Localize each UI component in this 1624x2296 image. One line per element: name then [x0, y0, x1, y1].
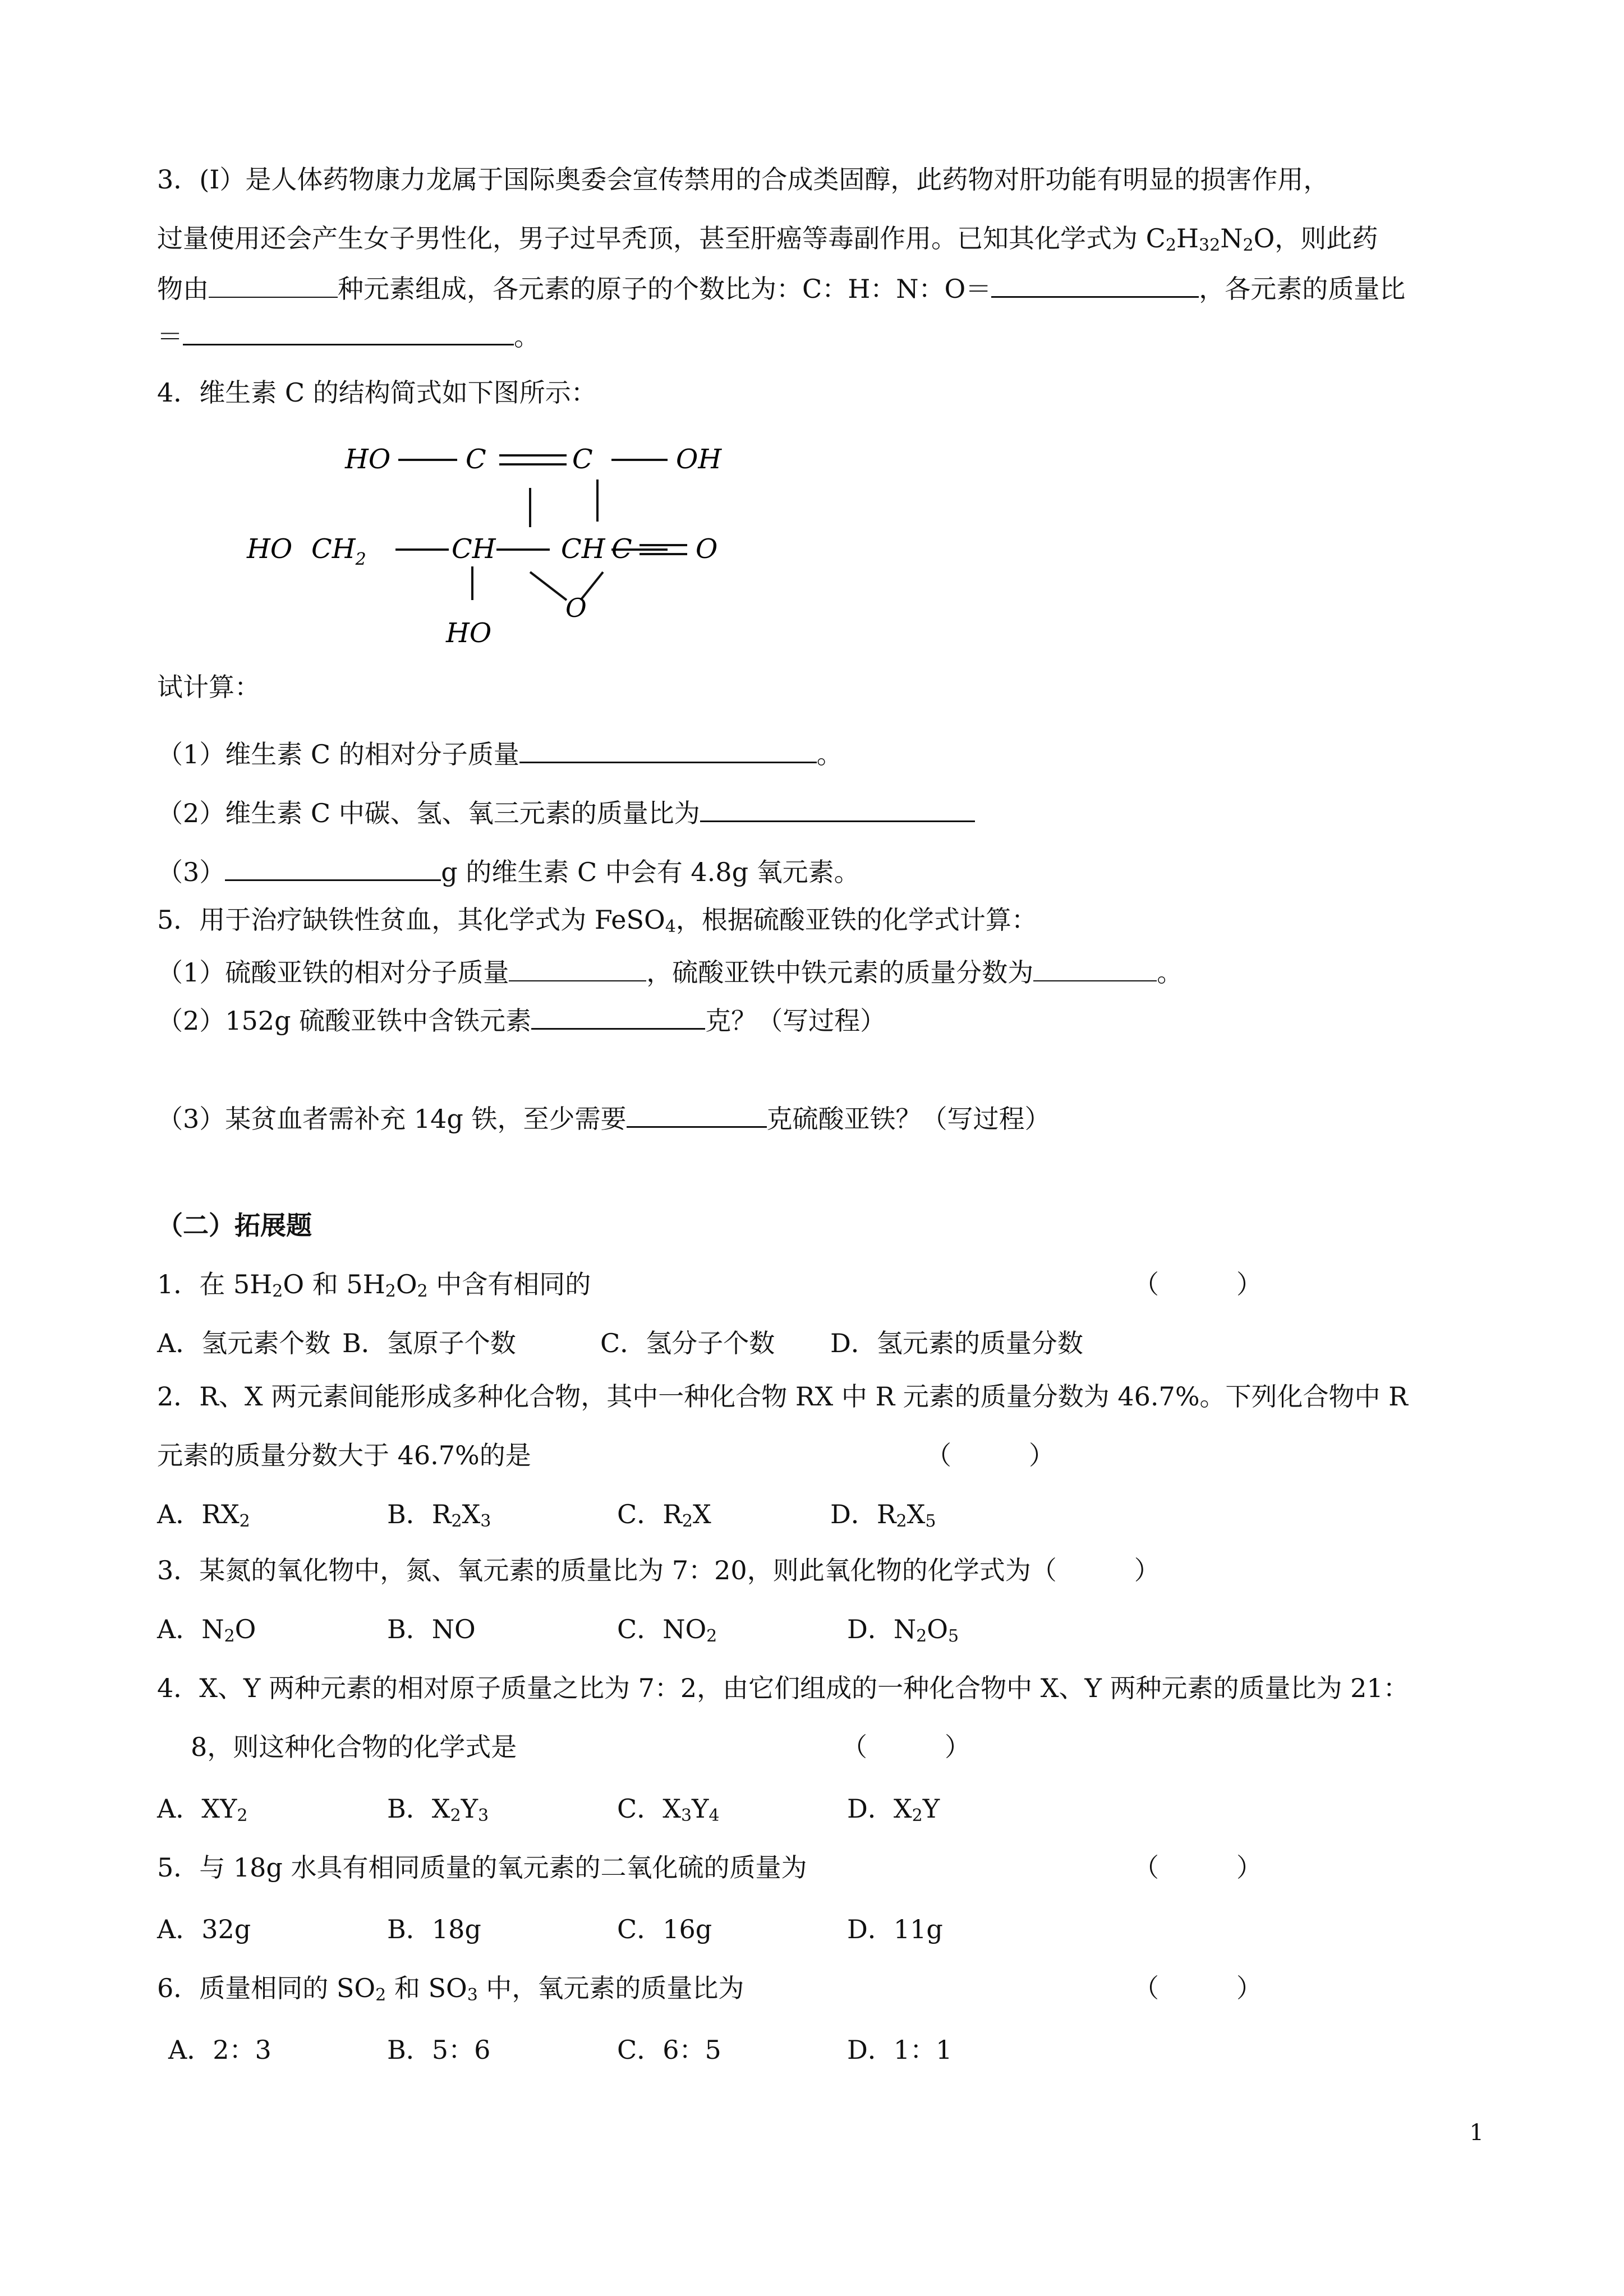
extension-heading: （二）拓展题	[157, 1210, 312, 1241]
q4-sub-2: （2）维生素 C 中碳、氢、氧三元素的质量比为	[157, 794, 975, 830]
ext-q1-options	[157, 1326, 1083, 1360]
ext-q3-option-d[interactable]: D．$N_2O_5$	[847, 1614, 959, 1646]
ext-q6: 6．质量相同的 $SO_2$ 和 $SO_3$ 中，氧元素的质量比为	[157, 1973, 744, 2005]
ext-q6-option-b[interactable]: B．5：6	[387, 2035, 491, 2065]
atom-ho-top: HO	[345, 444, 391, 475]
atom-ho-left: HO	[247, 533, 293, 565]
ext-q3-options	[157, 1612, 959, 1646]
ext-q6-options	[168, 2033, 952, 2067]
q4-blank-molecular-mass[interactable]	[519, 735, 817, 763]
ext-q2-option-c[interactable]: C．$R_2X$	[617, 1499, 711, 1531]
ext-q2-line-1: 2．R、X 两元素间能形成多种化合物，其中一种化合物 RX 中 R 元素的质量分数为 46.7%。下列化合物中 R	[157, 1381, 1408, 1412]
ext-q4-line-1: 4．X、Y 两种元素的相对原子质量之比为 7：2，由它们组成的一种化合物中 X、Y 两种元素的质量比为 21：	[157, 1673, 1409, 1703]
q4-calc-label: 试计算：	[157, 672, 260, 702]
ext-q1-option-a[interactable]: A．氢元素个数	[157, 1328, 331, 1358]
ext-q1-option-b[interactable]: B．氢原子个数	[342, 1328, 516, 1358]
q5-blank-sulfate-mass[interactable]	[627, 1099, 767, 1128]
ext-q5-answer-paren[interactable]: （ ）	[1133, 1852, 1262, 1883]
ext-q5-option-a[interactable]: A．32g	[157, 1914, 251, 1944]
ext-q5-option-d[interactable]: D．11g	[847, 1914, 943, 1944]
q5-sub-3: （3）某贫血者需补充 14g 铁，至少需要 克硫酸亚铁？（写过程）	[157, 1099, 1051, 1136]
q4-sub-1: （1）维生素 C 的相对分子质量 。	[157, 735, 843, 771]
ext-q5: 5．与 18g 水具有相同质量的氧元素的二氧化硫的质量为	[157, 1852, 807, 1883]
q4-blank-mass-ratio[interactable]	[700, 794, 975, 822]
q4-sub-3: （3） g 的维生素 C 中会有 4.8g 氧元素。	[157, 852, 860, 889]
q5-title: 5．用于治疗缺铁性贫血，其化学式为 FeSO$_4$，根据硫酸亚铁的化学式计算：	[157, 905, 1037, 937]
ext-q4-option-a[interactable]: A．$XY_2$	[157, 1794, 248, 1825]
q5-sub-1: （1）硫酸亚铁的相对分子质量 ，硫酸亚铁中铁元素的质量分数为 。	[157, 953, 1183, 989]
ext-q6-answer-paren[interactable]: （ ）	[1133, 1973, 1262, 2003]
atom-o-ring: O	[565, 593, 587, 623]
ext-q3: 3．某氮的氧化物中，氮、氧元素的质量比为 7：20，则此氧化物的化学式为（ ）	[157, 1555, 1160, 1585]
q5-sub-2: （2）152g 硫酸亚铁中含铁元素 克？（写过程）	[157, 1001, 886, 1038]
q4-title: 4．维生素 C 的结构简式如下图所示：	[157, 377, 597, 408]
ext-q3-option-c[interactable]: C．$NO_2$	[617, 1614, 717, 1646]
q5-blank-molecular-mass[interactable]	[509, 953, 646, 981]
q3-line-2: 过量使用还会产生女子男性化，男子过早秃顶，甚至肝癌等毒副作用。已知其化学式为 $C_2H_{32}N_2O$，则此药	[157, 223, 1378, 255]
vitamin-c-structure-diagram	[247, 421, 1043, 667]
ext-q6-option-c[interactable]: C．6：5	[617, 2035, 721, 2065]
ext-q2-line-2: 元素的质量分数大于 46.7%的是	[157, 1440, 531, 1470]
q3-line-3: 物由 种元素组成，各元素的原子的个数比为：C：H：N：O＝ ，各元素的质量比	[157, 269, 1405, 306]
atom-c1: C	[466, 444, 486, 475]
ext-q3-option-b[interactable]: B．NO	[387, 1614, 476, 1644]
q4-blank-vitamin-mass[interactable]	[225, 852, 441, 881]
ext-q2-options	[157, 1497, 936, 1531]
q5-blank-iron-mass[interactable]	[531, 1001, 705, 1030]
q3-blank-mass-ratio[interactable]	[183, 317, 514, 345]
ext-q4-option-c[interactable]: C．$X_3Y_4$	[617, 1794, 720, 1825]
ext-q3-option-a[interactable]: A．$N_2O$	[157, 1614, 256, 1646]
ext-q4-option-b[interactable]: B．$X_2Y_3$	[387, 1794, 489, 1825]
atom-ch-a: CH	[452, 533, 496, 565]
q3-blank-element-count[interactable]	[209, 270, 338, 298]
ext-q4-option-d[interactable]: D．$X_2Y$	[847, 1794, 940, 1825]
ext-q6-option-a[interactable]: A．2：3	[168, 2035, 272, 2065]
ext-q5-option-b[interactable]: B．18g	[387, 1914, 481, 1944]
ext-q2-answer-paren[interactable]: （ ）	[926, 1440, 1055, 1470]
ext-q4-options	[157, 1792, 940, 1825]
ext-q1: 1．在 $5H_2O$ 和 $5H_2O_2$ 中含有相同的	[157, 1269, 591, 1301]
ext-q5-option-c[interactable]: C．16g	[617, 1914, 712, 1944]
ext-q2-option-b[interactable]: B．$R_2X_3$	[387, 1499, 491, 1531]
q3-blank-atom-ratio[interactable]	[991, 269, 1199, 298]
ext-q1-option-c[interactable]: C．氢分子个数	[600, 1328, 775, 1358]
atom-oh: OH	[676, 444, 722, 475]
atom-ho-bottom: HO	[446, 617, 492, 649]
atom-ch-b: CH	[561, 533, 605, 565]
q5-blank-iron-fraction[interactable]	[1033, 953, 1157, 981]
atom-o-double: O	[696, 533, 718, 565]
atom-ch2: $CH_2$	[311, 533, 366, 569]
ext-q4-answer-paren[interactable]: （ ）	[841, 1732, 970, 1762]
ext-q1-option-d[interactable]: D．氢元素的质量分数	[830, 1328, 1083, 1358]
atom-c3: C	[611, 533, 632, 565]
page-number: 1	[1469, 2120, 1484, 2146]
q3-line-4: ＝ 。	[157, 317, 540, 353]
q3-line-1: 3．(Ⅰ）是人体药物康力龙属于国际奥委会宣传禁用的合成类固醇，此药物对肝功能有明显的损害作用，	[157, 164, 1329, 195]
ext-q2-option-a[interactable]: A．$RX_2$	[157, 1499, 250, 1531]
ext-q1-answer-paren[interactable]: （ ）	[1133, 1269, 1262, 1299]
ext-q6-option-d[interactable]: D．1：1	[847, 2035, 953, 2065]
ext-q2-option-d[interactable]: D．$R_2X_5$	[830, 1499, 936, 1531]
ext-q4-line-2: 8，则这种化合物的化学式是	[191, 1732, 517, 1762]
atom-c2: C	[572, 444, 593, 475]
ext-q5-options	[157, 1912, 943, 1946]
